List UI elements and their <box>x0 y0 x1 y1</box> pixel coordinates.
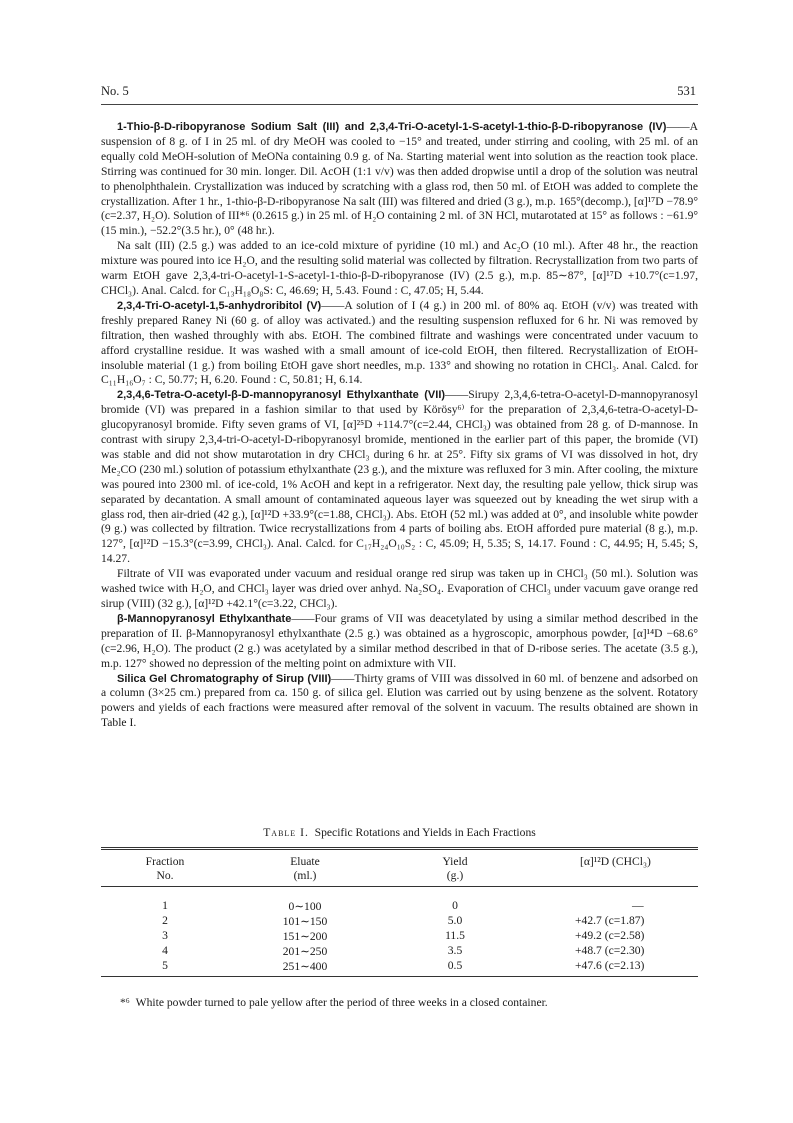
paragraph-text: ——Sirupy 2,3,4,6-tetra-O-acetyl-D-mannopyranosyl bromide (VI) was prepared in a fashion similar to that used by Körösy⁶⁾ for the preparation of 2,3,4,6-tetra-O-acetyl-D-glucopyranosyl bromide. Fifty seven grams of VI, [α]²⁵D +114.7°(c=2.44, CHCl₃) was obtained from 28 g. of D-mannose. In contrast with sirupy 2,3,4-tri-O-acetyl-D-ribopyranosyl bromide, mentioned in the earlier part of this paper, the bromide (VI) was stable and did not show mutarotation in dry CHCl₃ during 6 hr. at 25°. Fifty six grams of VI was dissolved in hot, dry Me₂CO (230 ml.) solution of potassium ethylxanthate (23 g.), and the mixture was refluxed for 3 min. After cooling, the mixture was poured into 2300 ml. of ice-cold, 1% AcOH and kept in a refrigerator. Next day, the resulting pale yellow, thick sirup was separated by decantation. A small amount of contaminated aqueous layer was squeezed out by kneading the wet sirup with a glass rod, then air-dried (42 g.), [α]¹²D +33.9°(c=1.88, CHCl₃). Abs. EtOH (52 ml.) was added at 0°, and insoluble white powder (9 g.) was collected by filtration. Twice recrystallizations from 4 parts of boiling abs. EtOH afforded pure material (8 g.), m.p. 127°, [α]¹²D −15.3°(c=3.99, CHCl₃). Anal. Calcd. for C₁₇H₂₄O₁₀S₂ : C, 45.09; H, 5.35; S, 14.17. Found : C, 44.95; H, 5.45; S, 14.27. <box>101 388 698 566</box>
footnote-marker: *⁶ <box>120 996 130 1009</box>
cell-fraction: 4 <box>162 944 168 957</box>
cell-yield: 3.5 <box>447 944 463 957</box>
table-title: Specific Rotations and Yields in Each Fractions <box>314 826 536 839</box>
header-line: No. <box>156 869 174 882</box>
paragraph-chromatography <box>101 672 698 732</box>
article-body <box>101 120 698 731</box>
cell-rotation: +42.7 (c=1.87) <box>575 914 645 927</box>
paragraph-mannopyranosyl-ethylxanthate <box>101 388 698 567</box>
footnote <box>120 996 548 1009</box>
table-header-eluate <box>250 855 360 883</box>
cell-rotation: +47.6 (c=2.13) <box>575 959 645 972</box>
table-label: Table I. <box>263 826 309 839</box>
cell-rotation: +48.7 (c=2.30) <box>575 944 645 957</box>
paragraph-text: Filtrate of VII was evaporated under vacuum and residual orange red sirup was taken up in CHCl₃ (50 ml.). Solution was washed twice with H₂O, and CHCl₃ layer was dried over anhyd. Na₂SO₄. Evaporation of CHCl₃ under vacuum gave orange red sirup (VIII) (32 g.), [α]¹²D +42.1°(c=3.22, CHCl₃). <box>101 567 698 610</box>
cell-yield: 0 <box>452 899 458 912</box>
paragraph-heading: 2,3,4-Tri-O-acetyl-1,5-anhydroribitol (V) <box>117 299 322 312</box>
cell-eluate: 151∼200 <box>282 930 328 943</box>
paragraph-deacetylation <box>101 612 698 672</box>
table-top-rule-2 <box>101 849 698 850</box>
cell-yield: 0.5 <box>447 959 463 972</box>
paragraph-text: ——A solution of I (4 g.) in 200 ml. of 80% aq. EtOH (v/v) was treated with freshly prepared Raney Ni (60 g. of alloy was activated.) and the resulting suspension refluxed for 6 hr. Ni was removed by filtration, then washed throughly with abs. EtOH. The combined filtrate and washings were concentrated under vacuum to afford crystalline residue. It was washed with a small amount of ice-cold EtOH, then filtered. Recrystallization of EtOH-insoluble material (1 g.) from boiling EtOH gave short needles, m.p. 133° and showing no rotation in CHCl₃. Anal. Calcd. for C₁₁H₁₆O₇ : C, 50.77; H, 6.20. Found : C, 50.81; H, 6.14. <box>101 298 698 387</box>
cell-fraction: 5 <box>162 959 168 972</box>
paragraph-filtrate <box>101 567 698 612</box>
paragraph-text: ——A suspension of 8 g. of I in 25 ml. of dry MeOH was cooled to −15° and treated, under stirring and cooling, with 25 ml. of an equally cold MeOH-solution of MeONa containing 0.9 g. of Na. Starting material went into solution as the reaction took place. Stirring was continued for 30 min. longer. Dil. AcOH (1:1 v/v) was then added dropwise until a drop of the solution was neutral to phenolphthalein. Crystallization was induced by scratching with a glass rod, then 50 ml. of EtOH was added to complete the crystallization. After 1 hr., 1-thio-β-D-ribopyranose Na salt (III) was filtered and dried (3 g.), m.p. 165°(decomp.), [α]¹⁷D −78.9°(c=2.37, H₂O). Solution of III*⁶ (0.2615 g.) in 25 ml. of H₂O containing 2 ml. of 3N HCl, mutarotated at 15° as follows : −61.9°(15 min.), −52.2°(3.5 hr.), 0° (48 hr.). <box>101 120 698 238</box>
paragraph-thio-ribopyranose <box>101 120 698 239</box>
table-header-rule <box>101 886 698 887</box>
paragraph-heading: Silica Gel Chromatography of Sirup (VIII) <box>117 672 332 685</box>
paragraph-acetylation <box>101 239 698 299</box>
header-rule <box>101 104 698 105</box>
table-header-yield <box>420 855 490 883</box>
cell-yield: 11.5 <box>445 929 465 942</box>
table-bottom-rule <box>101 976 698 977</box>
header-line: Yield <box>442 855 468 868</box>
cell-eluate: 251∼400 <box>282 960 328 973</box>
paragraph-heading: β-Mannopyranosyl Ethylxanthate <box>117 612 292 625</box>
header-line: (g.) <box>446 869 464 882</box>
cell-rotation: — <box>632 899 644 912</box>
cell-rotation: +49.2 (c=2.58) <box>575 929 645 942</box>
paragraph-anhydroribitol <box>101 299 698 388</box>
paragraph-heading: 2,3,4,6-Tetra-O-acetyl-β-D-mannopyranosyl Ethylxanthate (VII) <box>117 389 446 402</box>
cell-eluate: 0∼100 <box>288 900 322 913</box>
cell-fraction: 2 <box>162 914 168 927</box>
paragraph-text: Na salt (III) (2.5 g.) was added to an ice-cold mixture of pyridine (10 ml.) and Ac₂O (10 ml.). After 48 hr., the reaction mixture was poured into ice H₂O, and the resulting solid material was collected by filtration. Recrystallization from two parts of warm EtOH gave 2,3,4-tri-O-acetyl-1-S-acetyl-1-thio-β-D-ribopyranose (IV) (2.5 g.), m.p. 85∼87°, [α]¹⁷D +10.7°(c=1.97, CHCl₃). Anal. Calcd. for C₁₃H₁₈O₈S: C, 46.69; H, 5.43. Found : C, 47.05; H, 5.44. <box>101 239 698 297</box>
paragraph-heading: 1-Thio-β-D-ribopyranose Sodium Salt (III) and 2,3,4-Tri-O-acetyl-1-S-acetyl-1-thio-β-D-ribopyranose (IV) <box>117 121 667 133</box>
cell-eluate: 101∼150 <box>282 915 328 928</box>
table-header-fraction <box>120 855 210 883</box>
table-header-rotation <box>580 855 690 869</box>
cell-yield: 5.0 <box>447 914 463 927</box>
footnote-text: White powder turned to pale yellow after the period of three weeks in a closed container. <box>135 996 548 1009</box>
header-line: (ml.) <box>293 869 317 882</box>
table-caption <box>101 826 698 839</box>
cell-fraction: 1 <box>162 899 168 912</box>
paragraph-text: ——Thirty grams of VIII was dissolved in 60 ml. of benzene and adsorbed on a column (3×25 cm.) prepared from ca. 150 g. of silica gel. Elution was carried out by using benzene as the solvent. Rotatory powers and yields of each fractions were measured after removal of the solvent in vacuum. The results obtained are shown in Table I. <box>101 671 698 730</box>
page-number: 531 <box>677 84 696 98</box>
table-top-rule <box>101 847 698 848</box>
header-line: Eluate <box>290 855 320 868</box>
cell-eluate: 201∼250 <box>282 945 328 958</box>
cell-fraction: 3 <box>162 929 168 942</box>
header-line: Fraction <box>145 855 185 868</box>
issue-number: No. 5 <box>101 84 129 98</box>
paragraph-text: ——Four grams of VII was deacetylated by using a similar method described in the preparation of II. β-Mannopyranosyl ethylxanthate (2.5 g.) was obtained as a hygroscopic, amorphous powder, [α]¹⁴D −68.6°(c=2.96, H₂O). The product (2 g.) was acetylated by a similar method described in that of D-ribose series. The acetate (3.5 g.), m.p. 127° showed no depression of the melting point on admixture with VII. <box>101 611 698 670</box>
header-line: [α]¹²D (CHCl₃) <box>580 855 651 868</box>
